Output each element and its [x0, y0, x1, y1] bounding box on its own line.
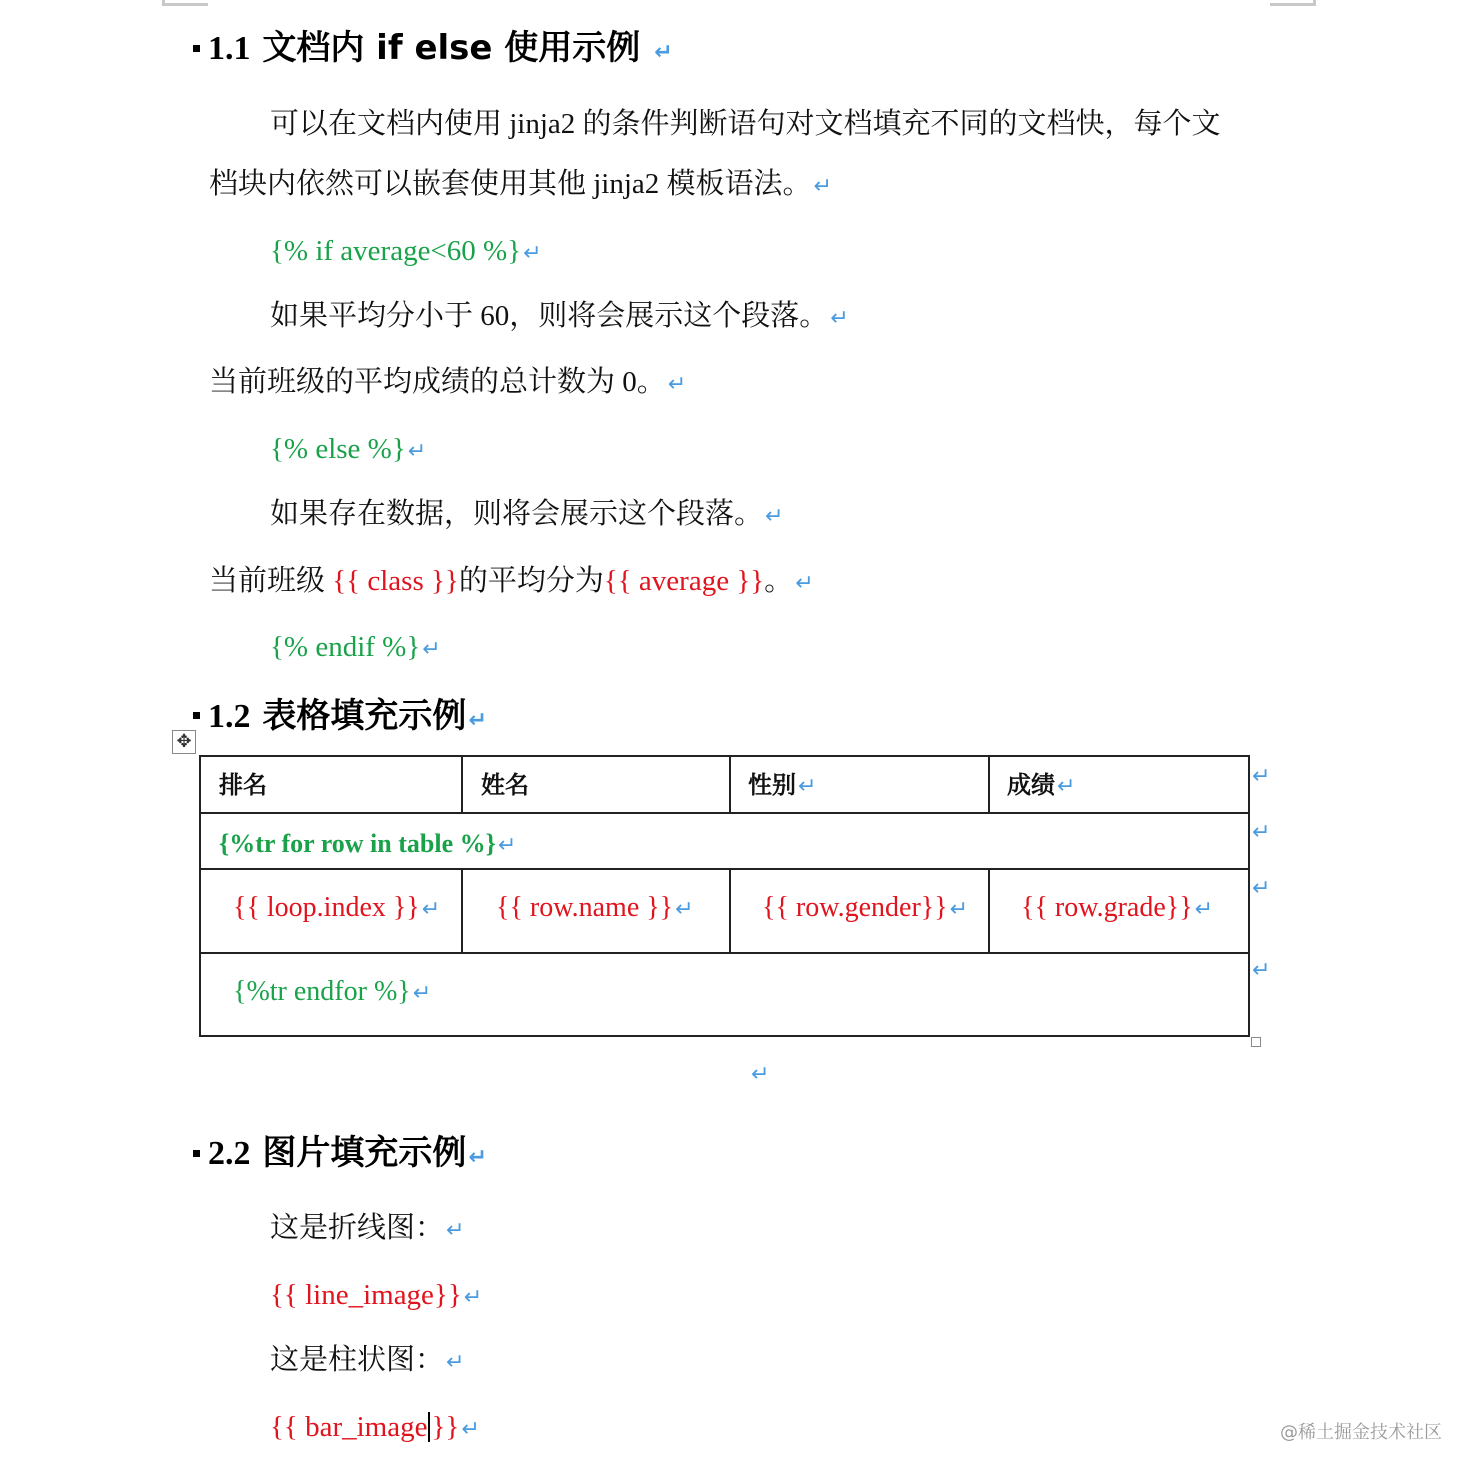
if-text2-line: [209, 364, 686, 403]
average-variable: {{ average }}: [603, 565, 765, 597]
table-for-tag-cell[interactable]: [219, 827, 516, 863]
row-end-icon: ↵: [1252, 764, 1271, 789]
table-header-gender[interactable]: [748, 770, 816, 802]
table-cell-row-name[interactable]: [496, 891, 694, 927]
class-variable: {{ class }}: [332, 565, 459, 597]
if-text-line: [270, 298, 849, 337]
header-label: 姓名: [481, 771, 529, 799]
heading-1-1: [208, 28, 673, 73]
return-icon: ↵: [654, 40, 673, 65]
heading-number: 1.2: [208, 698, 251, 735]
else-text2-suffix: 。: [764, 565, 794, 597]
endif-tag-line: [270, 629, 441, 668]
table-col-divider: [729, 868, 731, 952]
heading-1-2: [208, 696, 487, 741]
heading-bullet: [193, 45, 200, 52]
else-tag-line: [270, 431, 426, 470]
table-col-divider: [729, 757, 731, 812]
heading-number: 2.2: [208, 1135, 251, 1172]
endif-tag: {% endif %}: [270, 631, 421, 663]
table-endfor-tag-cell[interactable]: [233, 975, 431, 1011]
cell-variable: {{ row.name }}: [496, 892, 674, 923]
line-image-variable: {{ line_image}}: [270, 1279, 462, 1311]
header-label: 排名: [219, 771, 267, 799]
table-header-rank[interactable]: [219, 770, 267, 800]
table-row-divider: [201, 812, 1248, 814]
page-corner-mark-right: [1270, 0, 1316, 6]
bar-chart-label-line: [270, 1342, 464, 1381]
intro-line-1: [270, 106, 1221, 142]
intro-text-2: 档块内依然可以嵌套使用其他 jinja2 模板语法。: [209, 168, 812, 200]
endfor-tag: {%tr endfor %}: [233, 976, 411, 1007]
resize-handle-icon[interactable]: [1251, 1037, 1261, 1047]
table-row-divider: [201, 868, 1248, 870]
intro-line-2: [209, 166, 832, 205]
return-icon: ↵: [1194, 897, 1214, 922]
table-header-grade[interactable]: [1007, 770, 1075, 802]
return-icon: ↵: [446, 1218, 465, 1243]
else-text2-line: [209, 563, 814, 602]
bar-chart-label: 这是柱状图：: [270, 1344, 445, 1376]
line-chart-label-line: [270, 1210, 464, 1249]
if-tag: {% if average<60 %}: [270, 235, 522, 267]
if-text-2: 当前班级的平均成绩的总计数为 0。: [209, 366, 666, 398]
heading-bullet: [193, 712, 200, 719]
return-icon: ↵: [412, 981, 432, 1006]
return-icon: ↵: [765, 504, 784, 529]
heading-text: 文档内 if else 使用示例: [262, 28, 641, 68]
return-icon: ↵: [675, 897, 694, 922]
return-icon: ↵: [667, 372, 687, 397]
table-col-divider: [461, 868, 463, 952]
heading-text: 图片填充示例: [262, 1133, 467, 1173]
return-icon: ↵: [422, 637, 441, 662]
else-text2-mid: 的平均分为: [458, 565, 604, 597]
intro-text-1: 可以在文档内使用 jinja2 的条件判断语句对文档填充不同的文档快，每个文: [270, 108, 1221, 140]
table-cell-row-gender[interactable]: [762, 891, 968, 927]
row-end-icon: ↵: [1252, 958, 1271, 983]
bar-image-var-line[interactable]: [270, 1409, 480, 1448]
move-arrows-icon[interactable]: ✥: [172, 730, 196, 754]
return-icon: ↵: [949, 897, 969, 922]
bar-image-variable-end: }}: [431, 1411, 460, 1443]
table-cell-row-grade[interactable]: [1021, 891, 1213, 927]
page-corner-mark-left: [162, 0, 208, 6]
return-icon: ↵: [497, 833, 517, 858]
if-tag-line: [270, 233, 542, 272]
template-table[interactable]: [199, 755, 1250, 1037]
row-end-icon: ↵: [1252, 876, 1271, 901]
return-icon: ↵: [1057, 774, 1076, 799]
table-col-divider: [988, 757, 990, 812]
row-end-icon: ↵: [1252, 820, 1271, 845]
return-icon: ↵: [463, 1285, 483, 1310]
return-icon: ↵: [798, 774, 817, 799]
return-icon: ↵: [407, 439, 427, 464]
return-icon: ↵: [468, 708, 487, 733]
empty-paragraph-icon: ↵: [751, 1062, 770, 1087]
return-icon: ↵: [523, 241, 542, 266]
else-text2-prefix: 当前班级: [209, 565, 326, 597]
bar-image-variable: {{ bar_image: [270, 1411, 428, 1443]
header-label: 性别: [748, 771, 796, 799]
return-icon: ↵: [446, 1350, 465, 1375]
else-tag: {% else %}: [270, 433, 406, 465]
table-header-name[interactable]: [481, 770, 529, 800]
heading-2-2: [208, 1133, 487, 1178]
return-icon: ↵: [421, 897, 441, 922]
for-tag: {%tr for row in table %}: [219, 829, 496, 858]
watermark: @稀土掘金技术社区: [1280, 1422, 1442, 1443]
table-cell-loop-index[interactable]: [233, 891, 440, 927]
return-icon: ↵: [461, 1417, 480, 1442]
table-row-divider: [201, 952, 1248, 954]
table-col-divider: [988, 868, 990, 952]
return-icon: ↵: [468, 1145, 487, 1170]
return-icon: ↵: [830, 306, 849, 331]
cell-variable: {{ row.gender}}: [762, 892, 948, 923]
if-text: 如果平均分小于 60，则将会展示这个段落。: [270, 300, 829, 332]
line-chart-label: 这是折线图：: [270, 1212, 445, 1244]
else-text: 如果存在数据，则将会展示这个段落。: [270, 498, 764, 530]
cell-variable: {{ loop.index }}: [233, 892, 420, 923]
return-icon: ↵: [813, 174, 832, 199]
return-icon: ↵: [795, 571, 814, 596]
line-image-var-line: [270, 1277, 482, 1316]
heading-bullet: [193, 1150, 200, 1157]
table-col-divider: [461, 757, 463, 812]
cell-variable: {{ row.grade}}: [1021, 892, 1193, 923]
heading-text: 表格填充示例: [262, 696, 467, 736]
else-text-line: [270, 496, 783, 535]
heading-number: 1.1: [208, 30, 251, 67]
header-label: 成绩: [1007, 771, 1055, 799]
